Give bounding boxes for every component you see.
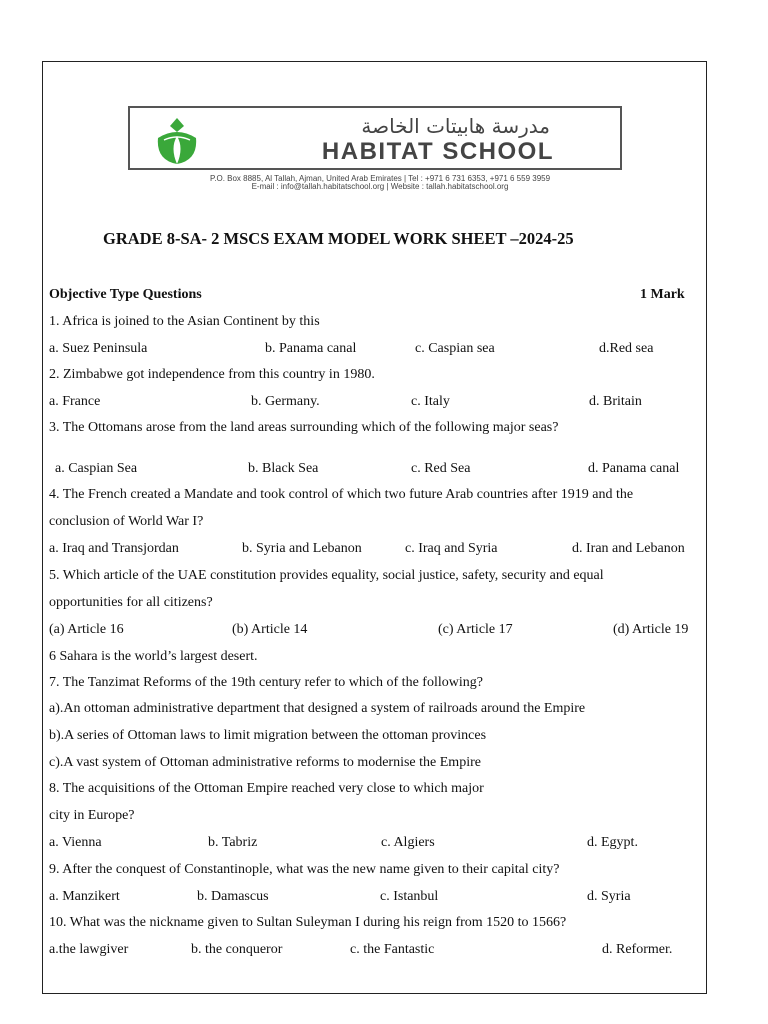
q3-option-a: a. Caspian Sea: [55, 461, 138, 476]
q4-option-a: a. Iraq and Transjordan: [49, 541, 179, 556]
question-9: 9. After the conquest of Constantinople, what was the new name given to their capital city?: [49, 862, 560, 877]
q8-option-a: a. Vienna: [49, 835, 102, 850]
question-2: 2. Zimbabwe got independence from this country in 1980.: [49, 367, 375, 382]
question-7: 7. The Tanzimat Reforms of the 19th century refer to which of the following?: [49, 675, 483, 690]
question-3: 3. The Ottomans arose from the land areas surrounding which of the following major seas?: [49, 420, 559, 435]
q5-option-b: (b) Article 14: [232, 622, 308, 637]
q4-option-c: c. Iraq and Syria: [405, 541, 498, 556]
q2-option-d: d. Britain: [589, 394, 642, 409]
q9-option-c: c. Istanbul: [380, 889, 439, 904]
q10-option-b: b. the conqueror: [191, 942, 283, 957]
question-10: 10. What was the nickname given to Sultan Suleyman I during his reign from 1520 to 1566?: [49, 915, 567, 930]
question-1: 1. Africa is joined to the Asian Continent by this: [49, 314, 320, 329]
q1-option-d: d.Red sea: [599, 341, 654, 356]
q3-option-c: c. Red Sea: [411, 461, 471, 476]
q9-option-b: b. Damascus: [197, 889, 269, 904]
question-5-continued: opportunities for all citizens?: [49, 595, 213, 610]
section-heading: Objective Type Questions: [49, 287, 202, 302]
school-letterhead: [128, 106, 622, 170]
school-address: P.O. Box 8885, Al Tallah, Ajman, United Arab Emirates | Tel : +971 6 731 6353, +971 6 559 3959: [209, 174, 551, 183]
q9-option-d: d. Syria: [587, 889, 631, 904]
school-name: HABITAT SCHOOL: [321, 138, 554, 165]
question-4-continued: conclusion of World War I?: [49, 514, 204, 529]
question-6: 6 Sahara is the world’s largest desert.: [49, 649, 258, 664]
q10-option-c: c. the Fantastic: [350, 942, 435, 957]
q3-option-b: b. Black Sea: [248, 461, 319, 476]
q1-option-a: a. Suez Peninsula: [49, 341, 148, 356]
q4-option-b: b. Syria and Lebanon: [242, 541, 362, 556]
question-5: 5. Which article of the UAE constitution provides equality, social justice, safety, security and equal: [49, 568, 604, 583]
q2-option-c: c. Italy: [411, 394, 450, 409]
q3-option-d: d. Panama canal: [588, 461, 680, 476]
q10-option-a: a.the lawgiver: [49, 942, 129, 957]
q7-option-a: a).An ottoman administrative department that designed a system of railroads around the Empire: [49, 701, 586, 716]
q1-option-b: b. Panama canal: [265, 341, 357, 356]
q5-option-c: (c) Article 17: [438, 622, 513, 637]
habitat-leaf-logo-icon: [154, 116, 200, 166]
question-8: 8. The acquisitions of the Ottoman Empire reached very close to which major: [49, 781, 484, 796]
q8-option-d: d. Egypt.: [587, 835, 638, 850]
q5-option-d: (d) Article 19: [613, 622, 689, 637]
q9-option-a: a. Manzikert: [49, 889, 120, 904]
section-marks: 1 Mark: [640, 287, 685, 302]
q7-option-b: b).A series of Ottoman laws to limit migration between the ottoman provinces: [49, 728, 487, 743]
school-contact: E-mail : info@tallah.habitatschool.org | Website : tallah.habitatschool.org: [251, 182, 509, 191]
question-4: 4. The French created a Mandate and took control of which two future Arab countries after 1919 and the: [49, 487, 634, 502]
school-name-arabic: مدرسة هابيتات الخاصة: [361, 114, 550, 138]
q8-option-b: b. Tabriz: [208, 835, 258, 850]
q5-option-a: (a) Article 16: [49, 622, 124, 637]
question-8-continued: city in Europe?: [49, 808, 135, 823]
q10-option-d: d. Reformer.: [602, 942, 673, 957]
q8-option-c: c. Algiers: [381, 835, 435, 850]
q2-option-a: a. France: [49, 394, 101, 409]
q4-option-d: d. Iran and Lebanon: [572, 541, 685, 556]
q2-option-b: b. Germany.: [251, 394, 320, 409]
worksheet-title: GRADE 8-SA- 2 MSCS EXAM MODEL WORK SHEET –2024-25: [103, 229, 574, 248]
q7-option-c: c).A vast system of Ottoman administrative reforms to modernise the Empire: [49, 755, 481, 770]
q1-option-c: c. Caspian sea: [415, 341, 495, 356]
